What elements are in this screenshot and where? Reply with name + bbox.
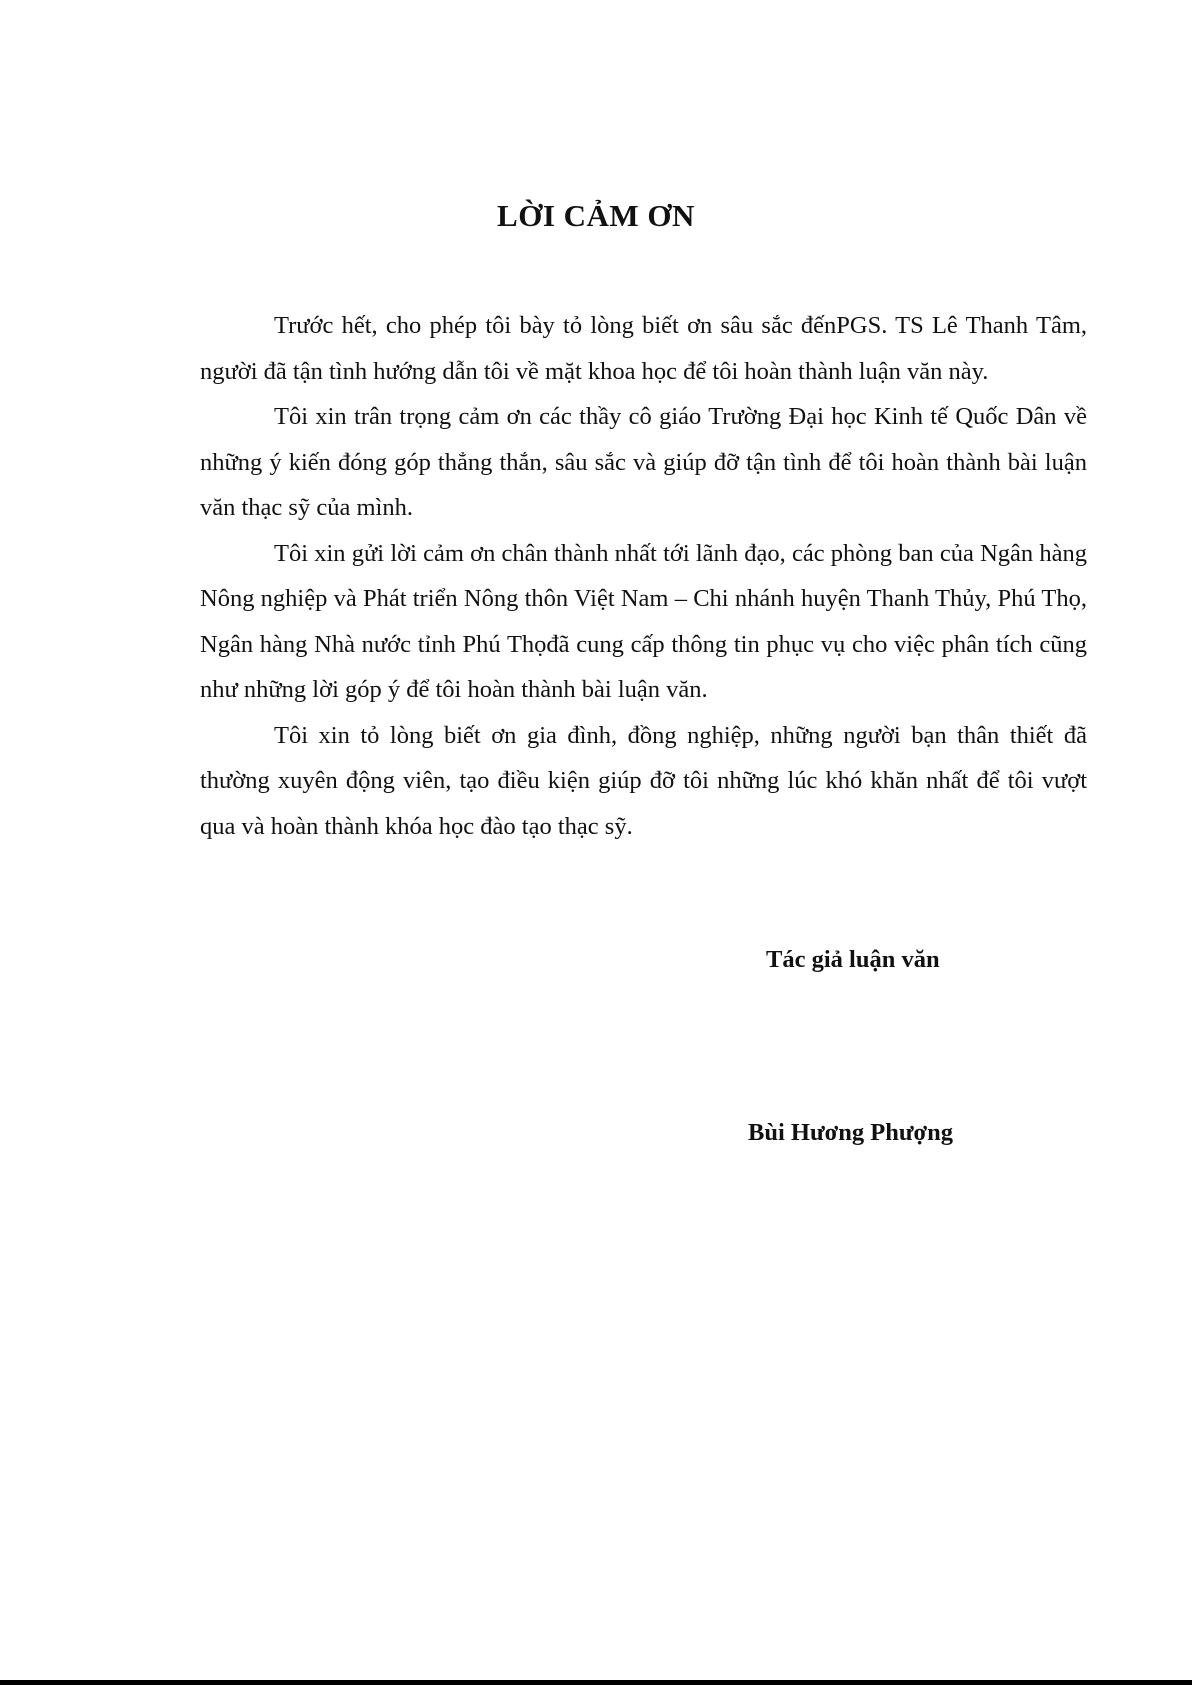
paragraph-3: Tôi xin gửi lời cảm ơn chân thành nhất tới lãnh đạo, các phòng ban của Ngân hàng Nông nghiệp và Phát triển Nông thôn Việt Nam – Chi nhánh huyện Thanh Thủy, Phú Thọ, Ngân hàng Nhà nước tỉnh Phú Thọđã cung cấp thông tin phục vụ cho việc phân tích cũng như những lời góp ý để tôi hoàn thành bài luận văn.: [200, 539, 1087, 703]
paragraph-2: Tôi xin trân trọng cảm ơn các thầy cô giáo Trường Đại học Kinh tế Quốc Dân về những ý kiến đóng góp thẳng thắn, sâu sắc và giúp đỡ tận tình để tôi hoàn thành bài luận văn thạc sỹ của mình.: [200, 403, 1087, 521]
page-title: LỜI CẢM ƠN: [497, 198, 695, 233]
acknowledgement-body: [200, 303, 1087, 849]
paragraph-4: Tôi xin tỏ lòng biết ơn gia đình, đồng nghiệp, những người bạn thân thiết đã thường xuyên động viên, tạo điều kiện giúp đỡ tôi những lúc khó khăn nhất để tôi vượt qua và hoàn thành khóa học đào tạo thạc sỹ.: [200, 721, 1087, 840]
paragraph-1: Trước hết, cho phép tôi bày tỏ lòng biết ơn sâu sắc đếnPGS. TS Lê Thanh Tâm, người đã tận tình hướng dẫn tôi về mặt khoa học để tôi hoàn thành luận văn này.: [200, 312, 1087, 385]
signature-name: Bùi Hương Phượng: [748, 1119, 953, 1146]
signature-role: Tác giả luận văn: [766, 946, 940, 973]
page-bottom-border: [0, 1680, 1192, 1685]
